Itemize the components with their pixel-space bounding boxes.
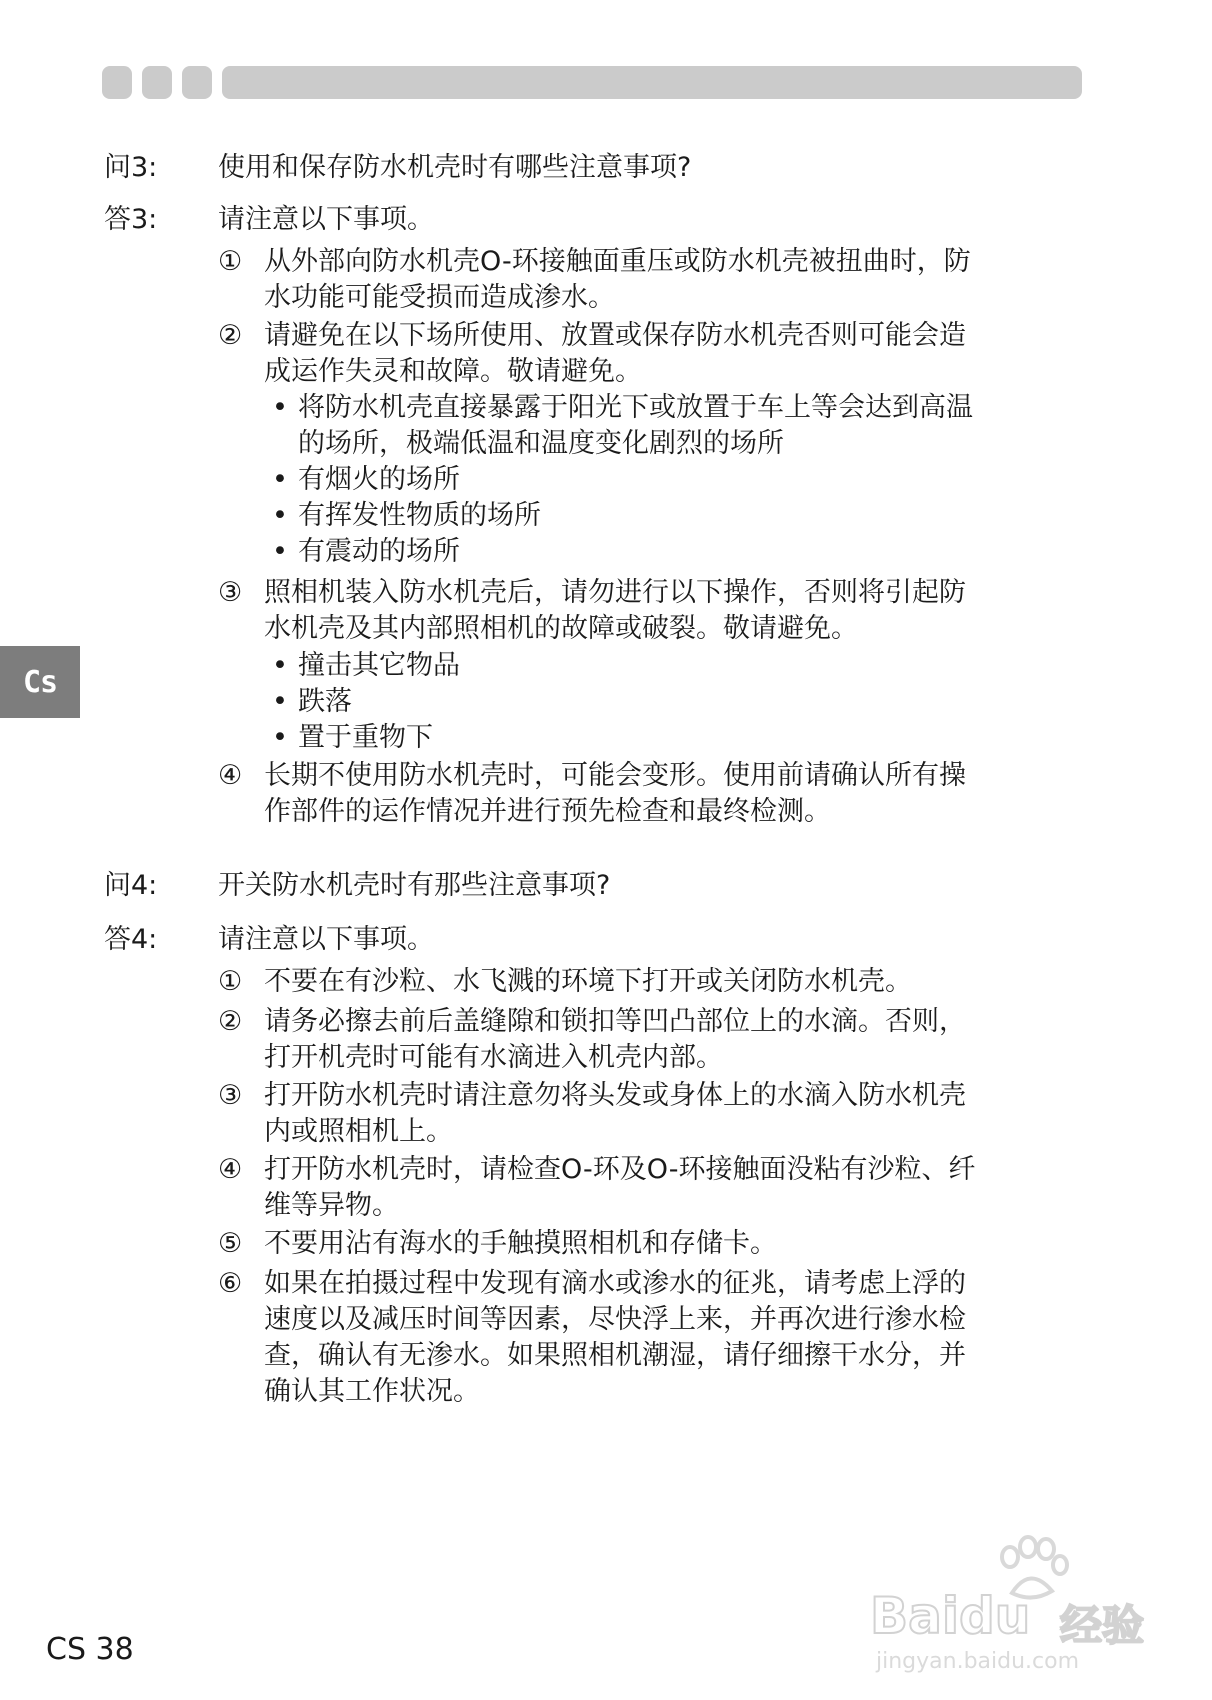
list-item-number: ① <box>218 246 243 277</box>
bullet-line: 有挥发性物质的场所 <box>298 500 541 531</box>
list-item-line: 如果在拍摄过程中发现有滴水或渗水的征兆，请考虑上浮的 <box>264 1268 966 1299</box>
bullet-line: 撞击其它物品 <box>298 650 460 681</box>
header-square-2 <box>142 66 172 99</box>
q3-label: 问3: <box>104 152 158 183</box>
list-item-number: ⑥ <box>218 1268 243 1299</box>
a4-intro: 请注意以下事项。 <box>218 924 434 955</box>
list-item-line: 打开防水机壳时，请检查O-环及O-环接触面没粘有沙粒、纤 <box>264 1154 976 1185</box>
watermark-url: jingyan.baidu.com <box>876 1649 1080 1674</box>
list-item-line: 打开机壳时可能有水滴进入机壳内部。 <box>264 1042 723 1073</box>
list-item-number: ③ <box>218 1080 243 1111</box>
bullet-dot: • <box>272 392 288 423</box>
header-square-3 <box>182 66 212 99</box>
bullet-dot: • <box>272 500 288 531</box>
list-item-number: ④ <box>218 760 243 791</box>
list-item-line: 请避免在以下场所使用、放置或保存防水机壳否则可能会造 <box>264 320 966 351</box>
list-item-number: ① <box>218 966 243 997</box>
list-item-number: ② <box>218 320 243 351</box>
list-item-line: 照相机装入防水机壳后，请勿进行以下操作，否则将引起防 <box>264 577 966 608</box>
list-item-number: ③ <box>218 577 243 608</box>
q4-question: 开关防水机壳时有那些注意事项? <box>218 870 611 901</box>
list-item-line: 水机壳及其内部照相机的故障或破裂。敬请避免。 <box>264 613 858 644</box>
list-item-line: 内或照相机上。 <box>264 1116 453 1147</box>
list-item-line: 作部件的运作情况并进行预先检查和最终检测。 <box>264 796 831 827</box>
bullet-dot: • <box>272 650 288 681</box>
list-item-line: 不要用沾有海水的手触摸照相机和存储卡。 <box>264 1228 777 1259</box>
list-item-line: 成运作失灵和故障。敬请避免。 <box>264 356 642 387</box>
list-item-line: 长期不使用防水机壳时，可能会变形。使用前请确认所有操 <box>264 760 966 791</box>
list-item-line: 请务必擦去前后盖缝隙和锁扣等凹凸部位上的水滴。否则， <box>264 1006 966 1037</box>
list-item-number: ④ <box>218 1154 243 1185</box>
list-item-line: 速度以及减压时间等因素，尽快浮上来，并再次进行渗水检 <box>264 1304 966 1335</box>
bullet-dot: • <box>272 722 288 753</box>
bullet-line: 的场所，极端低温和温度变化剧烈的场所 <box>298 428 784 459</box>
list-item-number: ⑤ <box>218 1228 243 1259</box>
list-item-line: 确认其工作状况。 <box>264 1376 480 1407</box>
list-item-line: 维等异物。 <box>264 1190 399 1221</box>
header-bar <box>222 66 1082 99</box>
bullet-dot: • <box>272 686 288 717</box>
bullet-dot: • <box>272 464 288 495</box>
q4-label: 问4: <box>104 870 158 901</box>
bullet-line: 跌落 <box>298 686 352 717</box>
a4-label: 答4: <box>104 924 158 955</box>
header-square-1 <box>102 66 132 99</box>
a3-intro: 请注意以下事项。 <box>218 204 434 235</box>
bullet-line: 有震动的场所 <box>298 536 460 567</box>
list-item-line: 查，确认有无渗水。如果照相机潮湿，请仔细擦干水分，并 <box>264 1340 966 1371</box>
page-number: CS 38 <box>46 1632 134 1667</box>
q3-question: 使用和保存防水机壳时有哪些注意事项? <box>218 152 692 183</box>
watermark-sub: 经验 <box>1060 1601 1145 1650</box>
list-item-line: 水功能可能受损而造成渗水。 <box>264 282 615 313</box>
watermark-brand: Baidu <box>870 1587 1031 1645</box>
list-item-line: 从外部向防水机壳O-环接触面重压或防水机壳被扭曲时，防 <box>264 246 971 277</box>
a3-label: 答3: <box>104 204 158 235</box>
list-item-line: 打开防水机壳时请注意勿将头发或身体上的水滴入防水机壳 <box>264 1080 966 1111</box>
bullet-line: 将防水机壳直接暴露于阳光下或放置于车上等会达到高温 <box>298 392 973 423</box>
section-tab: Cs <box>0 646 80 718</box>
bullet-dot: • <box>272 536 288 567</box>
list-item-number: ② <box>218 1006 243 1037</box>
bullet-line: 有烟火的场所 <box>298 464 460 495</box>
list-item-line: 不要在有沙粒、水飞溅的环境下打开或关闭防水机壳。 <box>264 966 912 997</box>
bullet-line: 置于重物下 <box>298 722 433 753</box>
watermark <box>870 1535 1190 1675</box>
